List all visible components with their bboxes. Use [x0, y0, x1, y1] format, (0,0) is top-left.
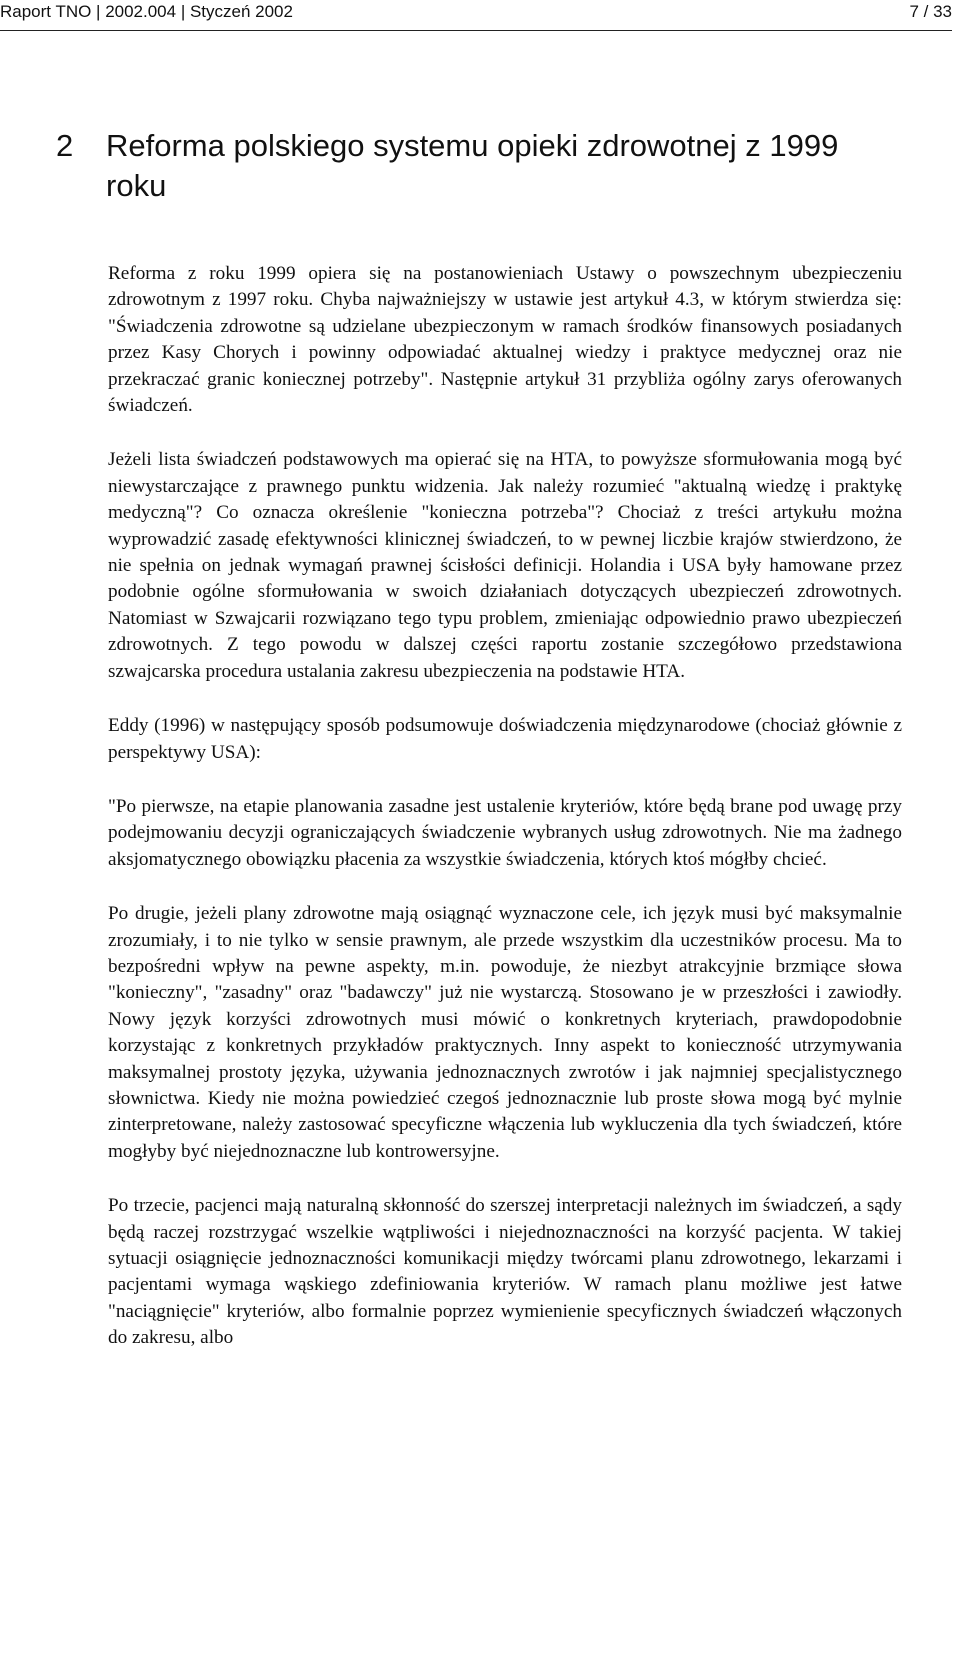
chapter-title: Reforma polskiego systemu opieki zdrowotnej z 1999 roku: [106, 128, 839, 203]
paragraph-4-quote: "Po pierwsze, na etapie planowania zasadne jest ustalenie kryteriów, które będą brane pod uwagę przy podejmowaniu decyzji ograniczających świadczenie wybranych usług zdrowotnych. Nie ma żadnego aksjomatycznego obowiązku płacenia za wszystkie świadczenia, których ktoś mógłby chcieć.: [108, 795, 902, 870]
header-report-info: Raport TNO | 2002.004 | Styczeń 2002: [0, 2, 293, 21]
chapter-number: 2: [56, 128, 74, 163]
paragraph-5-quote: Po drugie, jeżeli plany zdrowotne mają osiągnąć wyznaczone cele, ich język musi być maksymalnie zrozumiały, i to nie tylko w sensie prawnym, ale przede wszystkim dla uczestników procesu. Ma to bezpośredni wpływ na pewne aspekty, m.in. powoduje, że niezbyt atrakcyjnie brzmiące słowa "konieczny", "zasadny" oraz "badawczy" już nie wystarczą. Stosowano je w przeszłości i zawiodły. Nowy język korzyści zdrowotnych musi mówić o konkretnych kryteriach, prawdopodobnie korzystając z konkretnych przykładów praktycznych. Inny aspekt to konieczność utrzymywania maksymalnej prostoty języka, używania jednoznacznych zwrotów i jak najmniej specjalistycznego słownictwa. Kiedy nie można powiedzieć czegoś jednoznacznie lub proste słowa mogą być mylnie zinterpretowane, należy zastosować specyficzne włączenia lub wykluczenia dla tych świadczeń, które mogłyby być niejednoznaczne lub kontrowersyjne.: [108, 903, 902, 1162]
page-number: 7 / 33: [909, 2, 952, 21]
running-header: [0, 0, 952, 31]
paragraph-1: Reforma z roku 1999 opiera się na postanowieniach Ustawy o powszechnym ubezpieczeniu zdrowotnym z 1997 roku. Chyba najważniejszy w ustawie jest artykuł 4.3, w którym stwierdza się: "Świadczenia zdrowotne są udzielane ubezpieczonym w ramach środków finansowych posiadanych przez Kasy Chorych i powinny odpowiadać aktualnej wiedzy i praktyce medycznej oraz nie przekraczać granic koniecznej potrzeby". Następnie artykuł 31 przybliża ogólny zarys oferowanych świadczeń.: [108, 263, 902, 417]
paragraph-2: Jeżeli lista świadczeń podstawowych ma opierać się na HTA, to powyższe sformułowania mogą być niewystarczające z prawnego punktu widzenia. Jak należy rozumieć "aktualną wiedzę i praktykę medyczną"? Co oznacza określenie "konieczna potrzeba"? Chociaż z treści artykułu można wyprowadzić zasadę efektywności klinicznej świadczeń, to w pewnej liczbie krajów stwierdzono, że nie spełnia on jednak wymagań prawnej ścisłości definicji. Holandia i USA były hamowane przez podobnie ogólne sformułowania w swoich działaniach dotyczących ubezpieczeń zdrowotnych. Natomiast w Szwajcarii rozwiązano tego typu problem, zmieniając odpowiednio prawo ubezpieczeń zdrowotnych. Z tego powodu w dalszej części raportu zostanie szczegółowo przedstawiona szwajcarska procedura ustalania zakresu ubezpieczenia na podstawie HTA.: [108, 449, 902, 682]
paragraph-3: Eddy (1996) w następujący sposób podsumowuje doświadczenia międzynarodowe (chociaż głównie z perspektywy USA):: [108, 715, 902, 763]
paragraph-6-quote: Po trzecie, pacjenci mają naturalną skłonność do szerszej interpretacji należnych im świadczeń, a sądy będą raczej rozstrzygać wszelkie wątpliwości i niejednoznaczności na korzyść pacjenta. W takiej sytuacji osiągnięcie jednoznaczności komunikacji między twórcami planu zdrowotnego, lekarzami i pacjentami wymaga wąskiego zdefiniowania kryteriów. W ramach planu możliwe jest łatwe "naciągnięcie" kryteriów, albo formalnie poprzez wymienienie specyficznych świadczeń włączonych do zakresu, albo: [108, 1195, 902, 1349]
body-text: [108, 261, 902, 1380]
